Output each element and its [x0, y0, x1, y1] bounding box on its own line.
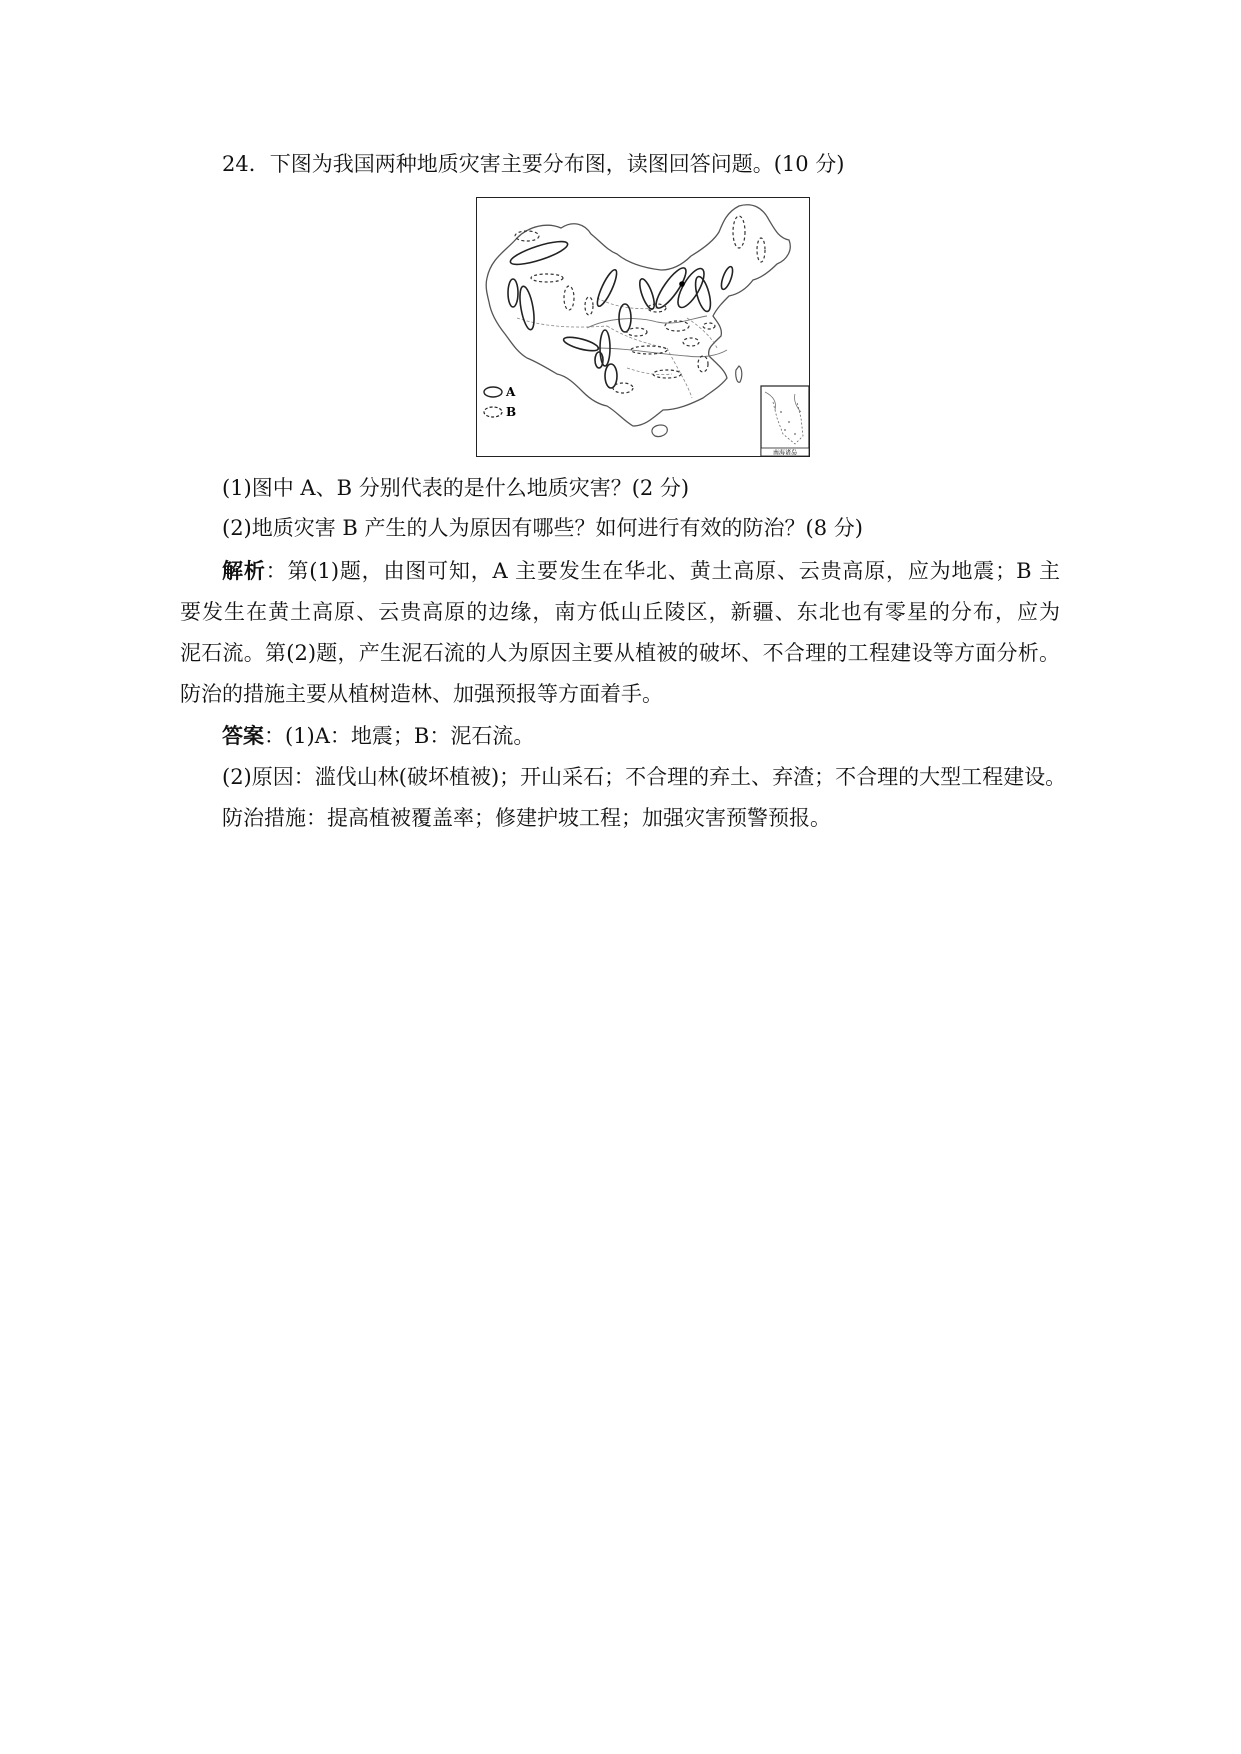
sub-question-2: (2)地质灾害 B 产生的人为原因有哪些？如何进行有效的防治？(8 分) [222, 516, 863, 540]
taiwan-island [736, 366, 742, 382]
legend-a-symbol [484, 387, 502, 397]
legend-b-label: B [506, 405, 517, 419]
south-china-sea-inset [761, 386, 809, 457]
question-title: 24．下图为我国两种地质灾害主要分布图，读图回答问题。(10 分) [222, 152, 845, 176]
analysis-line-2: 要发生在黄土高原、云贵高原的边缘，南方低山丘陵区，新疆、东北也有零星的分布，应为 [180, 600, 1060, 624]
hainan-island [652, 425, 667, 437]
answer-line-3: 防治措施：提高植被覆盖率；修建护坡工程；加强灾害预警预报。 [222, 806, 831, 830]
sub-question-1: (1)图中 A、B 分别代表的是什么地质灾害？(2 分) [222, 476, 690, 500]
disaster-distribution-map [476, 197, 810, 457]
china-map-svg [477, 198, 811, 458]
map-legend [484, 385, 516, 419]
inset-label: 南海诸岛 [773, 449, 798, 457]
legend-a-label: A [506, 385, 516, 399]
beijing-marker [679, 281, 685, 287]
answer-label: 答案 [222, 723, 264, 748]
analysis-label: 解析 [222, 558, 266, 583]
answer-line-1: 答案：(1)A：地震；B：泥石流。 [222, 723, 535, 748]
internal-boundaries [517, 298, 717, 398]
analysis-line-1: 解析：第(1)题，由图可知，A 主要发生在华北、黄土高原、云贵高原，应为地震；B 主 [222, 558, 1061, 583]
analysis-line-3: 泥石流。第(2)题，产生泥石流的人为原因主要从植被的破坏、不合理的工程建设等方面分析。 [180, 641, 1060, 665]
answer-line-2: (2)原因：滥伐山林(破坏植被)；开山采石；不合理的弃土、弃渣；不合理的大型工程建设。 [222, 765, 1067, 789]
legend-b-symbol [484, 407, 502, 417]
analysis-line-4: 防治的措施主要从植树造林、加强预报等方面着手。 [180, 682, 663, 706]
